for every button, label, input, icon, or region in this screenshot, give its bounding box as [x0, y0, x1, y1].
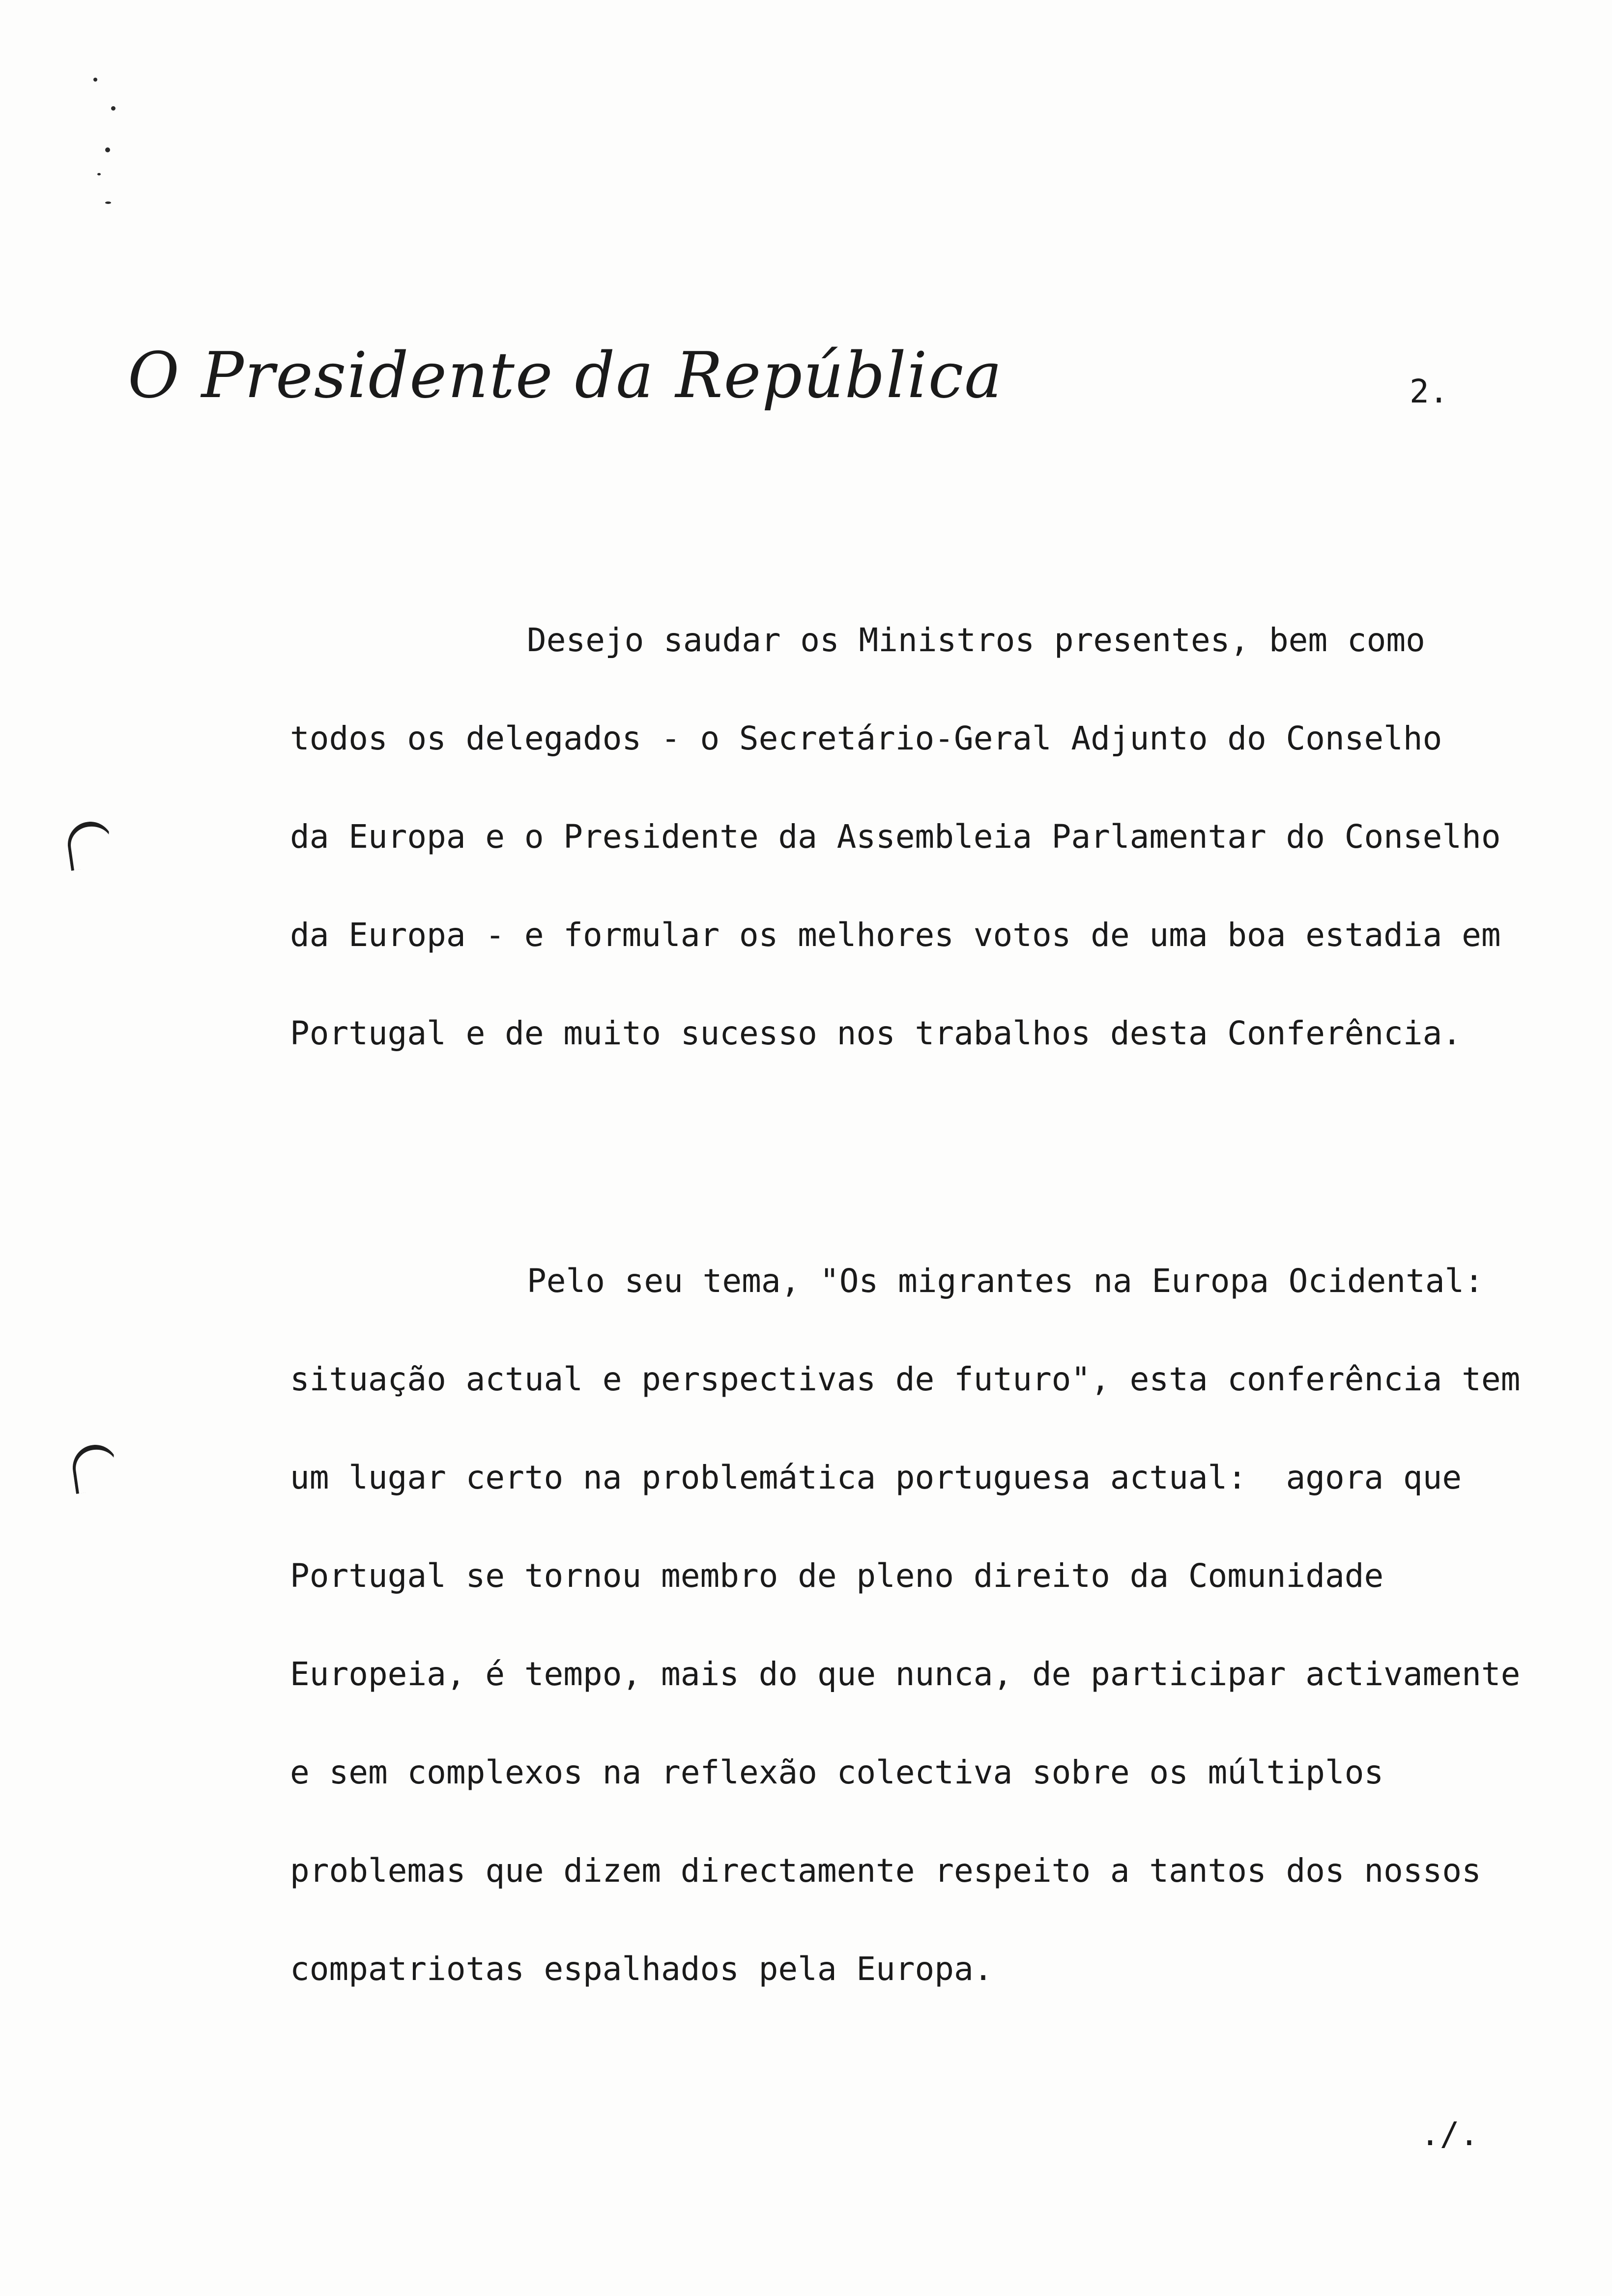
paragraph-2-line-6: e sem complexos na reflexão colectiva sobre os múltiplos	[290, 1753, 1384, 1791]
paragraph-2-line-4: Portugal se tornou membro de pleno direito da Comunidade	[290, 1557, 1384, 1595]
paragraph-1-line-3: da Europa e o Presidente da Assembleia Parlamentar do Conselho	[290, 818, 1501, 856]
paragraph-1-line-5: Portugal e de muito sucesso nos trabalhos desta Conferência.	[290, 1014, 1462, 1052]
paragraph-2-line-3: um lugar certo na problemática portuguesa actual: agora que	[290, 1459, 1462, 1496]
punch-hole-mark	[70, 1442, 121, 1494]
scan-mark	[93, 78, 97, 82]
letterhead: O Presidente da República	[128, 339, 1003, 412]
continuation-mark: ./.	[1420, 2115, 1479, 2153]
paragraph-2-line-7: problemas que dizem directamente respeito a tantos dos nossos	[290, 1852, 1481, 1890]
paragraph-2-line-2: situação actual e perspectivas de futuro", esta conferência tem	[290, 1360, 1521, 1398]
punch-hole-mark	[65, 819, 116, 871]
paragraph-1-line-4: da Europa - e formular os melhores votos de uma boa estadia em	[290, 916, 1501, 954]
scan-mark	[105, 147, 110, 152]
page-number: 2.	[1410, 373, 1449, 410]
scan-mark	[97, 173, 101, 175]
scan-mark	[105, 201, 111, 204]
paragraph-2-line-8: compatriotas espalhados pela Europa.	[290, 1950, 993, 1988]
paragraph-1-line-1: Desejo saudar os Ministros presentes, bem como	[527, 621, 1425, 659]
paragraph-1-line-2: todos os delegados - o Secretário-Geral Adjunto do Conselho	[290, 719, 1442, 757]
paragraph-2-line-1: Pelo seu tema, "Os migrantes na Europa Ocidental:	[527, 1262, 1484, 1300]
scan-mark	[111, 106, 115, 111]
paragraph-2-line-5: Europeia, é tempo, mais do que nunca, de participar activamente	[290, 1655, 1521, 1693]
